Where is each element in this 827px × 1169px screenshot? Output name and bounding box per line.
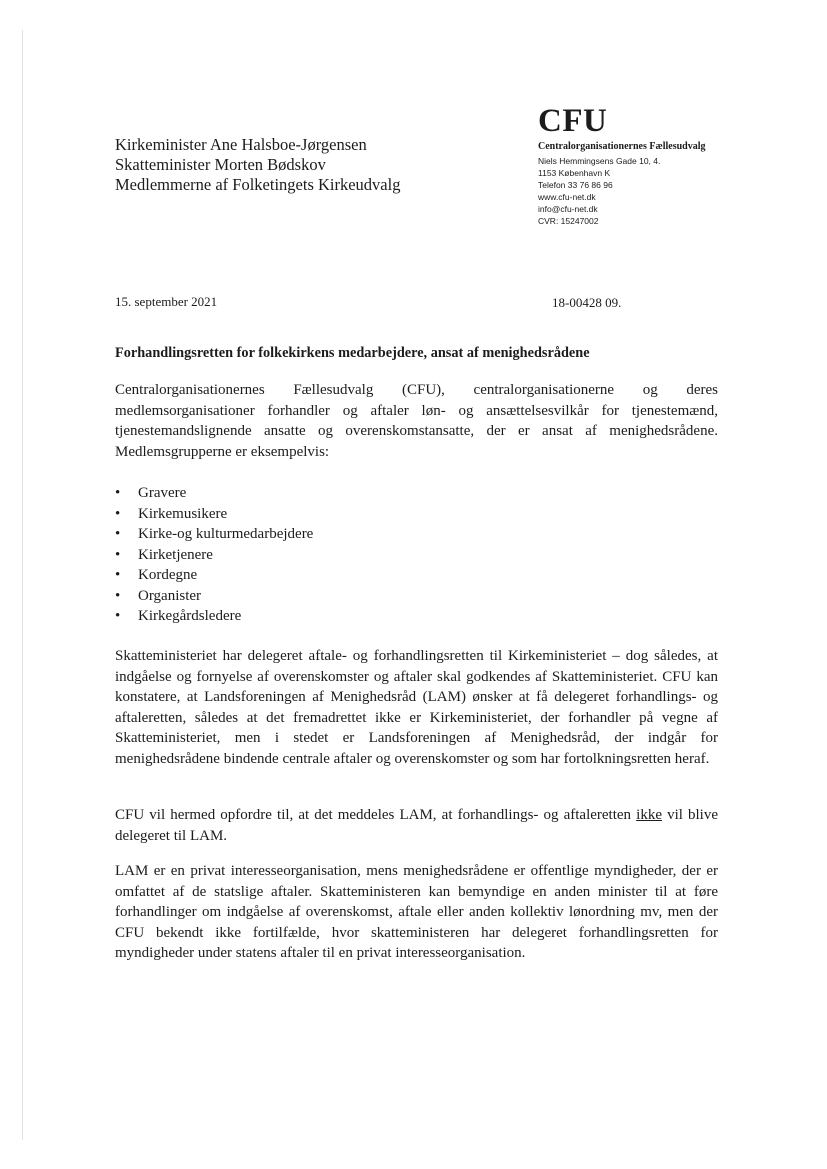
letter-subject: Forhandlingsretten for folkekirkens medarbejdere, ansat af menighedsrådene [115, 345, 590, 361]
list-item-label: Kirketjenere [138, 546, 213, 563]
cfu-logo: CFU [538, 103, 608, 139]
recipient-line: Skatteminister Morten Bødskov [115, 155, 326, 174]
contact-email: info@cfu-net.dk [538, 204, 598, 214]
list-item-label: Kirkemusikere [138, 505, 228, 522]
contact-website: www.cfu-net.dk [538, 192, 596, 202]
list-item [115, 504, 313, 525]
request-text-end: vil blive delegeret til LAM. [115, 807, 719, 844]
organization-name: Centralorganisationernes Fællesudvalg [538, 141, 706, 152]
recipient-line: Kirkeminister Ane Halsboe-Jørgensen [115, 135, 367, 154]
bullet-icon: • [115, 526, 121, 542]
member-group-list [115, 483, 313, 627]
contact-address: Niels Hemmingsens Gade 10, 4. [538, 156, 661, 166]
request-text-start: CFU vil hermed opfordre til, at det meddeles LAM, at forhandlings- og aftaleretten [115, 807, 637, 823]
list-item [115, 545, 313, 566]
scan-edge-line [22, 30, 23, 1140]
contact-cvr: CVR: 15247002 [538, 216, 599, 226]
letterhead [538, 104, 706, 227]
reference-number: 18-00428 09. [552, 295, 622, 310]
bullet-icon: • [115, 485, 121, 501]
paragraph-request [115, 805, 718, 846]
letter-date: 15. september 2021 [115, 294, 218, 309]
list-item-label: Kirkegårdsledere [138, 608, 242, 624]
contact-phone: Telefon 33 76 86 96 [538, 180, 613, 190]
emphasized-word: ikke [636, 807, 662, 823]
bullet-icon: • [115, 546, 121, 563]
list-item-label: Gravere [138, 485, 187, 501]
paragraph-intro: Centralorganisationernes Fællesudvalg (CFU), centralorganisationerne og deres medlemsorganisationer forhandler og aftaler løn- og ansættelsesvilkår for tjenestemænd, tjenestemandslignende ansatte og overenskomstansatte, der er ansat af menighedsrådene. Medlemsgrupperne er eksempelvis: [115, 382, 718, 460]
list-item-label: Kirke-og kulturmedarbejdere [138, 526, 314, 542]
contact-details [538, 155, 706, 227]
list-item [115, 483, 313, 504]
list-item [115, 606, 313, 627]
list-item [115, 524, 313, 545]
paragraph-delegation: Skatteministeriet har delegeret aftale- og forhandlingsretten til Kirkeministeriet – dog således, at indgåelse og fornyelse af overenskomster og aftaler skal godkendes af Skatteministeriet. CFU kan konstatere, at Landsforeningen af Menighedsråd (LAM) ønsker at få delegeret forhandlings- og aftaleretten, således at det fremadrettet ikke er Kirkeministeriet, der forhandler på vegne af Skatteministeriet, men i stedet er Landsforeningen af Menighedsråd, der indgår for menighedsrådene bindende centrale aftaler og overenskomster og som har fortolkningsretten heraf. [115, 648, 718, 767]
paragraph-lam: LAM er en privat interesseorganisation, mens menighedsrådene er offentlige myndigheder, der er omfattet af de statslige aftaler. Skatteministeren kan bemyndige en anden minister til at føre forhandlinger om indgåelse af overenskomst, aftale eller anden kollektiv lønordning mv, men der CFU bekendt ikke fortilfælde, hvor skatteministeren har delegeret forhandlingsretten for myndigheder under statens aftaler til en privat interesseorganisation. [115, 863, 718, 961]
contact-postal: 1153 København K [538, 168, 611, 178]
list-item-label: Kordegne [138, 567, 198, 583]
list-item [115, 565, 313, 586]
list-item-label: Organister [138, 587, 202, 604]
bullet-icon: • [115, 587, 121, 604]
bullet-icon: • [115, 505, 121, 522]
list-item [115, 586, 313, 607]
recipient-line: Medlemmerne af Folketingets Kirkeudvalg [115, 175, 401, 194]
bullet-icon: • [115, 608, 121, 624]
bullet-icon: • [115, 567, 121, 583]
recipient-block [115, 135, 400, 195]
